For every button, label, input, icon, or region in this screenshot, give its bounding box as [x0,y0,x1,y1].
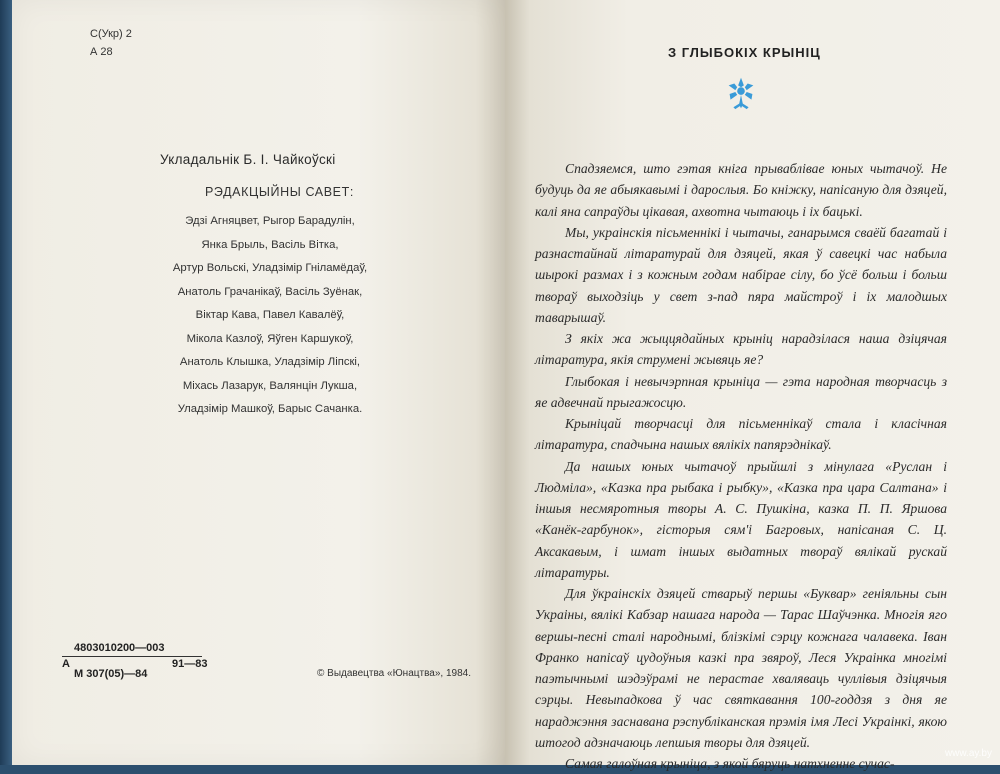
isbn-number: 4803010200—003 [74,642,165,654]
member-line: Мікола Казлоў, Яўген Каршукоў, [186,332,354,345]
isbn-divider [62,656,202,657]
member-line: Эдзі Агняцвет, Рыгор Барадулін, [185,215,355,227]
member-line: Міхась Лазарук, Валянцін Лукша, [182,379,358,392]
member-line: Уладзімір Машкоў, Барыс Сачанка. [177,403,363,415]
background-edge [0,0,12,765]
paragraph: Самая галоўная крыніца, з якой бяруць натхненне сучас- [565,756,895,771]
compiler-line: Укладальнік Б. І. Чайкоўскі [160,152,336,167]
chapter-title: З ГЛЫБОКІХ КРЫНІЦ [668,45,821,60]
classification-code-2: А 28 [90,46,113,58]
member-line: Анатоль Грачанікаў, Васіль Зуёнак, [177,285,363,298]
preface-text [535,158,947,774]
isbn-order: М 307(05)—84 [74,668,148,680]
copyright-notice: © Выдавецтва «Юнацтва», 1984. [317,668,471,679]
member-line: Анатоль Клышка, Уладзімір Ліпскі, [179,356,361,368]
editorial-council-members [150,210,390,422]
member-line: Артур Вольскі, Уладзімір Гніламёдаў, [172,262,368,274]
paragraph: Для ўкраінскіх дзяцей стварыў першы «Буквар» геніяльны сын Украіны, вялікі Кабзар нашага народа — Тарас Шаўчэнка. Многія яго вершы-песні сталі народнымі, блізкімі сэрцу кожнага чалавека. Іван Франко напісаў цудоўныя казкі пра звяроў, Леся Украінка многімі паэтычнымі шэдэўрамі не перастае хваляваць чуллівыя дзіцячыя сэрцы. Невыпадкова ў час святкавання 100-годдзя з дня яе нараджэння заснавана рэспубліканская прэмія імя Лесі Украінкі, якою штогод адзначаюць лепшыя творы для дзяцей. [535,586,947,750]
member-line: Янка Брыль, Васіль Вітка, [201,238,339,251]
cornflower-icon [722,74,760,112]
paragraph: Крыніцай творчасці для пісьменнікаў стала і класічная літаратура, спадчына нашых вялікіх папярэднікаў. [535,416,947,453]
paragraph: Мы, украінскія пісьменнікі і чытачы, ганарымся сваёй багатай і разнастайнай літаратурай для дзяцей, якая ў савецкі час набыла шырокі размах і з кожным годам набірае сілу, бо ўсё больш і больш твораў выходзіць у свет з-пад пяра майстроў і іх малодшых таварышаў. [535,224,947,325]
classification-code-1: С(Укр) 2 [90,28,132,40]
paragraph: Спадзяемся, што гэтая кніга прываблівае юных чытачоў. Не будуць да яе абыякавымі і дарослыя. Бо кніжку, напісаную для дзяцей, калі яна сапраўды цікавая, ахвотна чытаюць і іх бацькі. [535,161,947,219]
paragraph: Глыбокая і невычэрпная крыніца — гэта народная творчасць з яе адвечнай прыгажосцю. [535,373,947,410]
isbn-range: 91—83 [172,658,208,670]
paragraph: Да нашых юных чытачоў прыйшлі з мінулага «Руслан і Людміла», «Казка пра рыбака і рыбку», «Казка пра цара Салтана» і іншыя несмяротныя творы А. С. Пушкіна, казка П. П. Яршова «Канёк-гарбунок», гісторыя сям'і Багровых, напісаная С. Ц. Аксакавым, і шмат іншых выдатных твораў вялікай рускай літаратуры. [535,458,947,580]
editorial-council-title: РЭДАКЦЫЙНЫ САВЕТ: [205,185,354,199]
member-line: Віктар Кава, Павел Кавалёў, [195,309,345,321]
paragraph: З якіх жа жыццядайных крыніц нарадзілася наша дзіцячая літаратура, якія струмені жывяць яе? [535,331,947,368]
isbn-letter: А [62,658,70,670]
site-watermark: www.ay.by [944,748,992,759]
